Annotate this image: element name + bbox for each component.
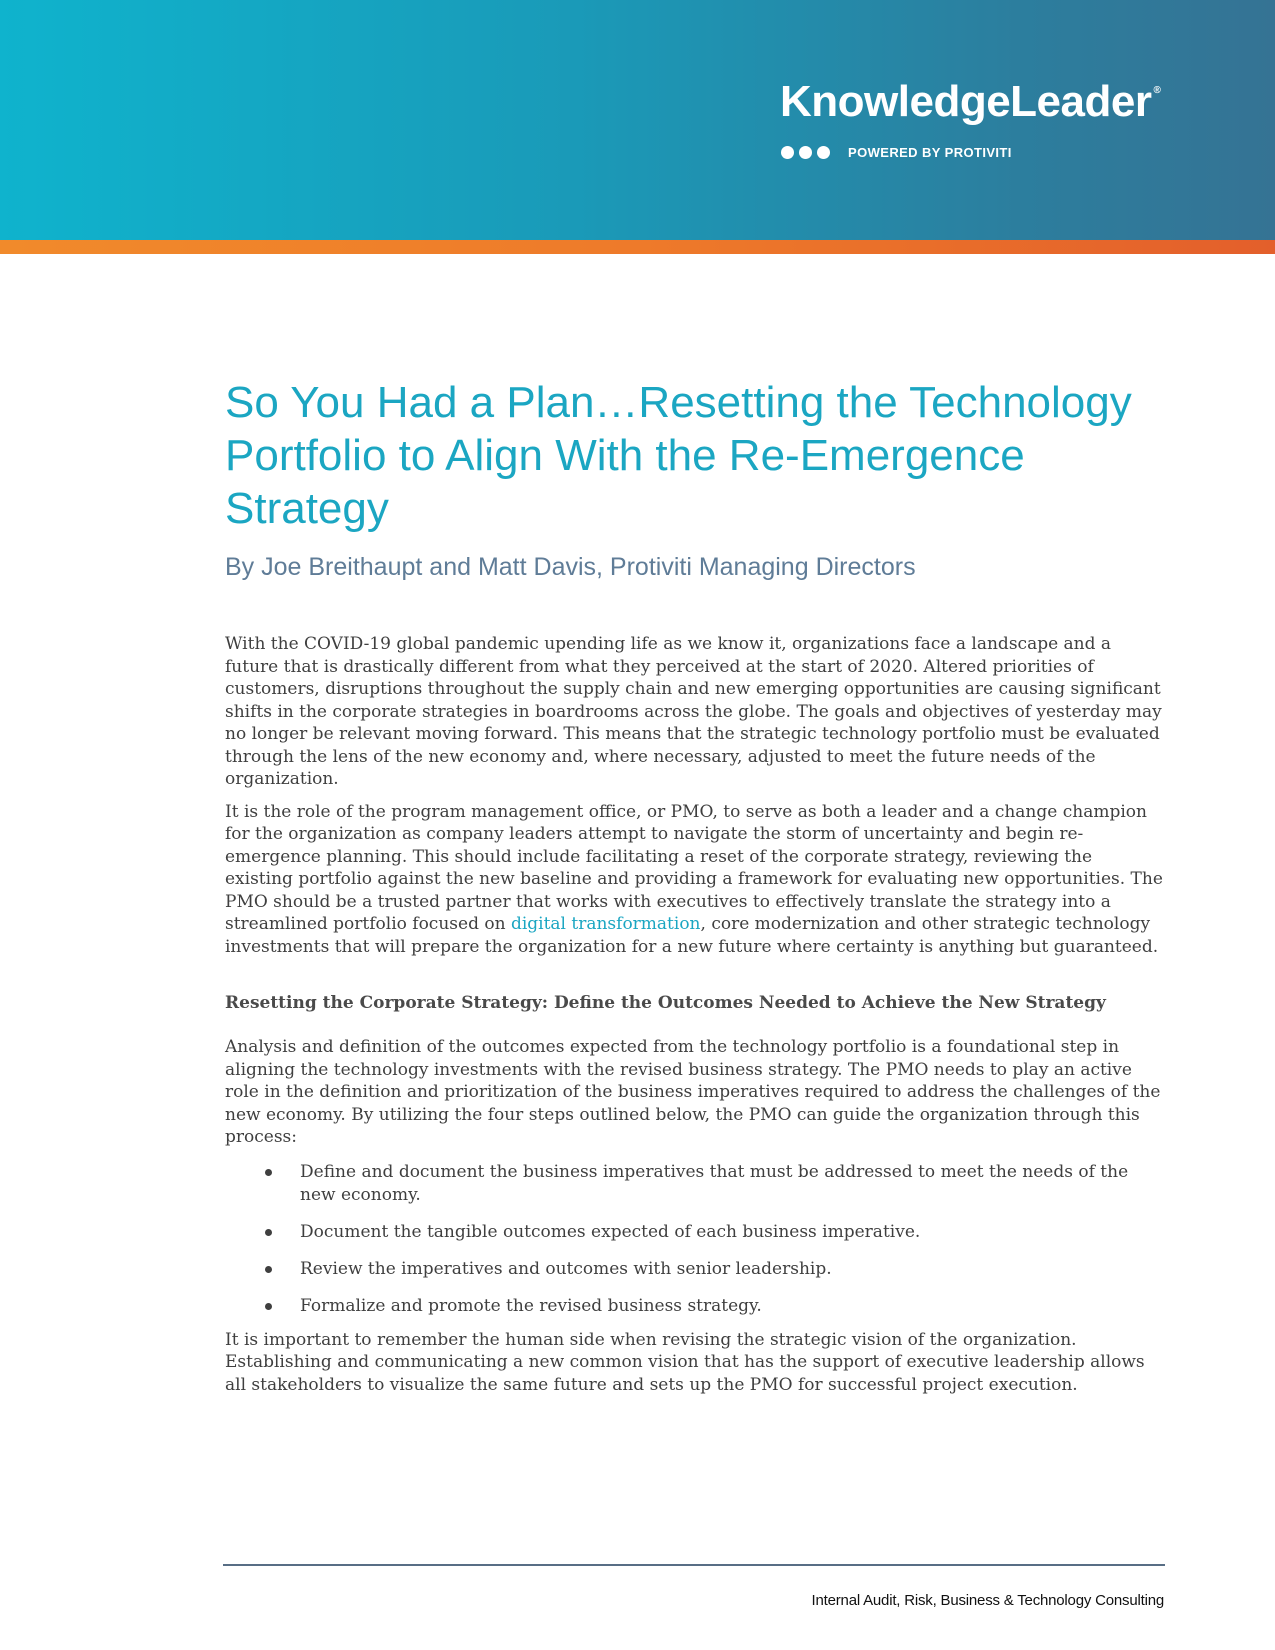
list-item	[225, 1295, 1165, 1318]
footer-divider	[223, 1564, 1165, 1566]
bullet-icon	[265, 1229, 272, 1236]
intro-paragraph-2	[225, 801, 1165, 959]
registered-mark: ®	[1153, 85, 1161, 96]
bullet-icon	[265, 1266, 272, 1273]
list-item	[225, 1221, 1165, 1244]
intro-paragraph-2-text: It is the role of the program management office, or PMO, to serve as both a leader and a change champion for the organization as company leaders attempt to navigate the storm of uncertainty and begin re-emergence planning. This should include facilitating a reset of the corporate strategy, reviewing the existing portfolio against the new baseline and providing a framework for evaluating new opportunities. The PMO should be a trusted partner that works with executives to effectively translate the strategy into a streamlined portfolio focused on	[225, 801, 1163, 934]
section-heading: Resetting the Corporate Strategy: Define the Outcomes Needed to Achieve the New Strategy	[225, 993, 1106, 1013]
document-byline: By Joe Breithaupt and Matt Davis, Protiviti Managing Directors	[225, 553, 916, 581]
digital-transformation-link[interactable]: digital transformation	[510, 914, 701, 934]
list-item-text: Define and document the business imperatives that must be addressed to meet the needs of the new economy.	[300, 1161, 1129, 1205]
list-item	[225, 1161, 1165, 1207]
dot-icon	[817, 146, 830, 159]
dot-icon	[781, 146, 794, 159]
document-body	[225, 633, 1165, 1396]
header-accent-stripe	[0, 240, 1275, 254]
section-paragraph-2: It is important to remember the human side when revising the strategic vision of the organization. Establishing and communicating a new common vision that has the support of executive leadership allows all stakeholders to visualize the same future and sets up the PMO for successful project execution.	[225, 1329, 1145, 1395]
bullet-icon	[265, 1169, 272, 1176]
brand-tagline: POWERED BY PROTIVITI	[848, 145, 1012, 160]
list-item-text: Document the tangible outcomes expected of each business imperative.	[300, 1221, 921, 1242]
steps-list	[225, 1161, 1165, 1318]
list-item-text: Review the imperatives and outcomes with senior leadership.	[300, 1258, 832, 1279]
footer-text: Internal Audit, Risk, Business & Technology Consulting	[811, 1592, 1164, 1609]
list-item	[225, 1258, 1165, 1281]
intro-paragraph-2-text-end: , core modernization and other strategic technology investments that will prepare the organization for a new future where certainty is anything but guaranteed.	[225, 914, 1159, 957]
brand-name: KnowledgeLeader	[780, 77, 1152, 126]
dot-icon	[799, 146, 812, 159]
list-item-text: Formalize and promote the revised business strategy.	[300, 1295, 762, 1316]
bullet-icon	[265, 1303, 272, 1310]
section-paragraph-1: Analysis and definition of the outcomes expected from the technology portfolio is a foundational step in aligning the technology investments with the revised business strategy. The PMO needs to play an active role in the definition and prioritization of the business imperatives required to address the challenges of the new economy. By utilizing the four steps outlined below, the PMO can guide the organization through this process:	[225, 1037, 1161, 1147]
brand-dots-icon	[781, 146, 830, 159]
intro-paragraph-1: With the COVID-19 global pandemic upending life as we know it, organizations face a landscape and a future that is drastically different from what they perceived at the start of 2020. Altered priorities of customers, disruptions throughout the supply chain and new emerging opportunities are causing significant shifts in the corporate strategies in boardrooms across the globe. The goals and objectives of yesterday may no longer be relevant moving forward. This means that the strategic technology portfolio must be evaluated through the lens of the new economy and, where necessary, adjusted to meet the future needs of the organization.	[225, 634, 1162, 789]
document-title: So You Had a Plan…Resetting the Technology Portfolio to Align With the Re-Emergence Strategy	[225, 378, 1132, 533]
brand-logo	[780, 77, 1161, 126]
